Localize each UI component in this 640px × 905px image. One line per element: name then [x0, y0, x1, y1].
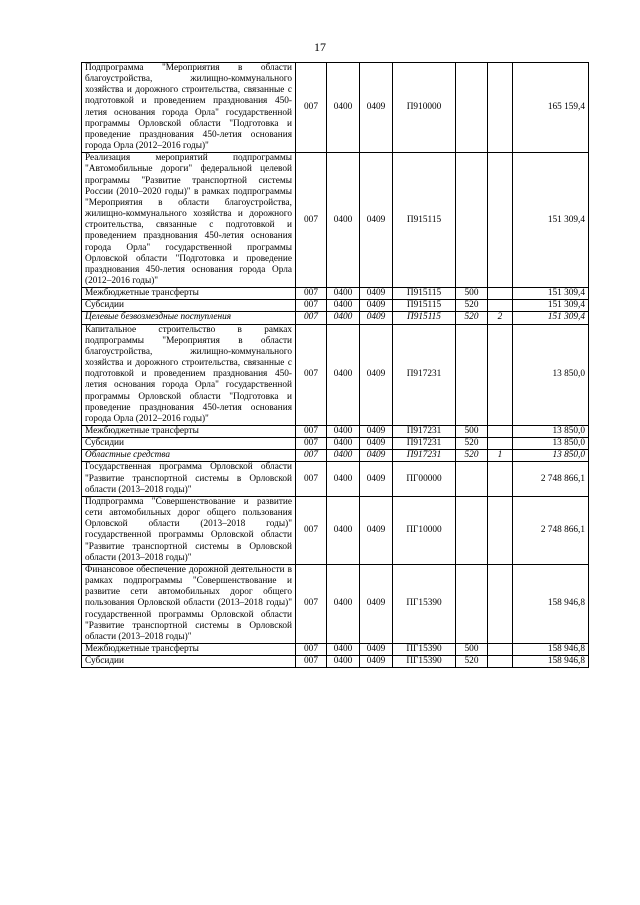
target-article-code-cell: ПГ15390: [393, 643, 456, 655]
expense-type-code-cell: [456, 462, 488, 496]
amount-cell: 151 309,4: [513, 312, 589, 324]
section-code-cell: 0400: [327, 288, 360, 300]
table-row: [82, 450, 589, 462]
section-code-cell: 0400: [327, 496, 360, 564]
row-name-cell: Подпрограмма "Мероприятия в области благоустройства, жилищно-коммунального хозяйства и дорожного строительства, связанные с подготовкой и проведением празднования 450-летия основания города Орла" государственной программы Орловской области "Подготовка и проведение празднования 450-летия основания города Орла (2012–2016 годы)": [82, 63, 296, 153]
amount-cell: 151 309,4: [513, 153, 589, 288]
amount-cell: 13 850,0: [513, 438, 589, 450]
subsection-code-cell: 0409: [360, 300, 393, 312]
expense-type-code-cell: 520: [456, 450, 488, 462]
funding-source-code-cell: [488, 324, 513, 425]
ministry-code-cell: 007: [296, 312, 327, 324]
expense-type-code-cell: 500: [456, 643, 488, 655]
funding-source-code-cell: [488, 564, 513, 643]
table-row: [82, 564, 589, 643]
section-code-cell: 0400: [327, 450, 360, 462]
subsection-code-cell: 0409: [360, 288, 393, 300]
row-name-cell: Межбюджетные трансферты: [82, 288, 296, 300]
subsection-code-cell: 0409: [360, 63, 393, 153]
ministry-code-cell: 007: [296, 300, 327, 312]
funding-source-code-cell: [488, 288, 513, 300]
row-name-cell: Капитальное строительство в рамках подпрограммы "Мероприятия в области благоустройства, жилищно-коммунального хозяйства и дорожного строительства, связанные с подготовкой и проведением празднования 450-летия основания города Орла" государственной программы Орловской области "Подготовка и проведение празднования 450-летия основания города Орла (2012–2016 годы)": [82, 324, 296, 425]
row-name-cell: Целевые безвозмездные поступления: [82, 312, 296, 324]
target-article-code-cell: ПГ10000: [393, 496, 456, 564]
subsection-code-cell: 0409: [360, 656, 393, 668]
expense-type-code-cell: 520: [456, 312, 488, 324]
funding-source-code-cell: [488, 462, 513, 496]
row-name-cell: Государственная программа Орловской области "Развитие транспортной системы в Орловской области (2013–2018 годы)": [82, 462, 296, 496]
funding-source-code-cell: [488, 153, 513, 288]
amount-cell: 151 309,4: [513, 288, 589, 300]
target-article-code-cell: П917231: [393, 324, 456, 425]
target-article-code-cell: П910000: [393, 63, 456, 153]
ministry-code-cell: 007: [296, 288, 327, 300]
row-name-cell: Межбюджетные трансферты: [82, 426, 296, 438]
section-code-cell: 0400: [327, 656, 360, 668]
row-name-cell: Областные средства: [82, 450, 296, 462]
amount-cell: 2 748 866,1: [513, 462, 589, 496]
target-article-code-cell: П915115: [393, 312, 456, 324]
expense-type-code-cell: [456, 63, 488, 153]
expense-type-code-cell: [456, 564, 488, 643]
table-row: [82, 438, 589, 450]
table-row: [82, 426, 589, 438]
amount-cell: 158 946,8: [513, 656, 589, 668]
table-row: [82, 496, 589, 564]
target-article-code-cell: ПГ00000: [393, 462, 456, 496]
target-article-code-cell: П915115: [393, 153, 456, 288]
section-code-cell: 0400: [327, 153, 360, 288]
subsection-code-cell: 0409: [360, 564, 393, 643]
expense-type-code-cell: [456, 324, 488, 425]
expense-type-code-cell: [456, 153, 488, 288]
funding-source-code-cell: [488, 438, 513, 450]
subsection-code-cell: 0409: [360, 643, 393, 655]
section-code-cell: 0400: [327, 324, 360, 425]
expense-type-code-cell: 520: [456, 438, 488, 450]
section-code-cell: 0400: [327, 300, 360, 312]
ministry-code-cell: 007: [296, 438, 327, 450]
section-code-cell: 0400: [327, 643, 360, 655]
target-article-code-cell: ПГ15390: [393, 564, 456, 643]
expense-type-code-cell: 500: [456, 288, 488, 300]
ministry-code-cell: 007: [296, 153, 327, 288]
subsection-code-cell: 0409: [360, 324, 393, 425]
table-row: [82, 300, 589, 312]
funding-source-code-cell: [488, 300, 513, 312]
table-row: [82, 324, 589, 425]
section-code-cell: 0400: [327, 564, 360, 643]
expense-type-code-cell: [456, 496, 488, 564]
subsection-code-cell: 0409: [360, 153, 393, 288]
ministry-code-cell: 007: [296, 450, 327, 462]
amount-cell: 2 748 866,1: [513, 496, 589, 564]
ministry-code-cell: 007: [296, 63, 327, 153]
target-article-code-cell: П915115: [393, 288, 456, 300]
amount-cell: 13 850,0: [513, 324, 589, 425]
subsection-code-cell: 0409: [360, 438, 393, 450]
ministry-code-cell: 007: [296, 656, 327, 668]
expense-type-code-cell: 520: [456, 300, 488, 312]
table-row: [82, 462, 589, 496]
table-row: [82, 153, 589, 288]
subsection-code-cell: 0409: [360, 426, 393, 438]
ministry-code-cell: 007: [296, 564, 327, 643]
target-article-code-cell: П917231: [393, 438, 456, 450]
amount-cell: 151 309,4: [513, 300, 589, 312]
ministry-code-cell: 007: [296, 462, 327, 496]
ministry-code-cell: 007: [296, 426, 327, 438]
target-article-code-cell: ПГ15390: [393, 656, 456, 668]
target-article-code-cell: П915115: [393, 300, 456, 312]
section-code-cell: 0400: [327, 312, 360, 324]
expense-type-code-cell: 520: [456, 656, 488, 668]
ministry-code-cell: 007: [296, 643, 327, 655]
expense-type-code-cell: 500: [456, 426, 488, 438]
row-name-cell: Финансовое обеспечение дорожной деятельности в рамках подпрограммы "Совершенствование и развитие сети автомобильных дорог общего пользования Орловской области (2013–2018 годы)" государственной программы Орловской области "Развитие транспортной системы в Орловской области (2013–2018 годы)": [82, 564, 296, 643]
subsection-code-cell: 0409: [360, 462, 393, 496]
table-row: [82, 288, 589, 300]
section-code-cell: 0400: [327, 63, 360, 153]
row-name-cell: Межбюджетные трансферты: [82, 643, 296, 655]
funding-source-code-cell: [488, 496, 513, 564]
budget-table-body: [82, 63, 589, 668]
section-code-cell: 0400: [327, 426, 360, 438]
amount-cell: 165 159,4: [513, 63, 589, 153]
target-article-code-cell: П917231: [393, 450, 456, 462]
budget-table: [81, 62, 589, 668]
subsection-code-cell: 0409: [360, 450, 393, 462]
table-row: [82, 656, 589, 668]
section-code-cell: 0400: [327, 462, 360, 496]
subsection-code-cell: 0409: [360, 312, 393, 324]
page-number: 17: [314, 40, 326, 54]
funding-source-code-cell: 1: [488, 450, 513, 462]
row-name-cell: Подпрограмма "Совершенствование и развитие сети автомобильных дорог общего пользования Орловской области (2013–2018 годы)" государственной программы Орловской области "Развитие транспортной системы в Орловской области (2013–2018 годы)": [82, 496, 296, 564]
subsection-code-cell: 0409: [360, 496, 393, 564]
table-row: [82, 63, 589, 153]
row-name-cell: Субсидии: [82, 300, 296, 312]
funding-source-code-cell: [488, 643, 513, 655]
ministry-code-cell: 007: [296, 324, 327, 425]
row-name-cell: Субсидии: [82, 656, 296, 668]
ministry-code-cell: 007: [296, 496, 327, 564]
target-article-code-cell: П917231: [393, 426, 456, 438]
funding-source-code-cell: [488, 426, 513, 438]
amount-cell: 13 850,0: [513, 450, 589, 462]
amount-cell: 158 946,8: [513, 564, 589, 643]
row-name-cell: Реализация мероприятий подпрограммы "Автомобильные дороги" федеральной целевой программы "Развитие транспортной системы России (2010–2020 годы)" в рамках подпрограммы "Мероприятия в области благоустройства, жилищно-коммунального хозяйства и дорожного строительства, связанные с подготовкой и проведением празднования 450-летия основания города Орла" государственной программы Орловской области "Подготовка и проведение празднования 450-летия основания города Орла (2012–2016 годы)": [82, 153, 296, 288]
section-code-cell: 0400: [327, 438, 360, 450]
amount-cell: 158 946,8: [513, 643, 589, 655]
funding-source-code-cell: 2: [488, 312, 513, 324]
row-name-cell: Субсидии: [82, 438, 296, 450]
funding-source-code-cell: [488, 656, 513, 668]
table-row: [82, 312, 589, 324]
amount-cell: 13 850,0: [513, 426, 589, 438]
funding-source-code-cell: [488, 63, 513, 153]
table-row: [82, 643, 589, 655]
